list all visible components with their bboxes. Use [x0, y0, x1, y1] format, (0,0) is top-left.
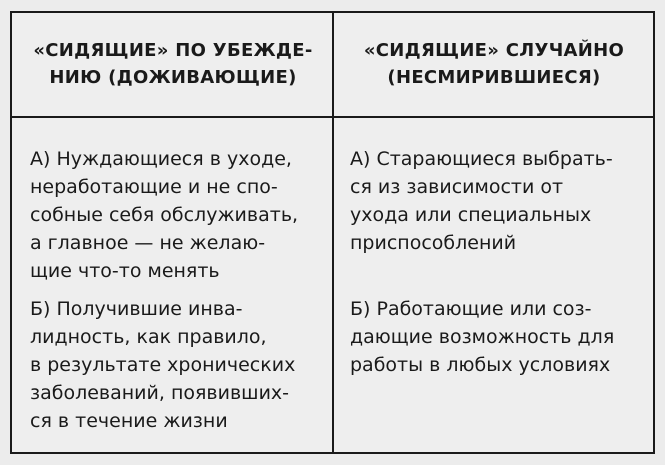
text-line: собные себя обслуживать,	[30, 204, 299, 226]
header-line: НИЮ (ДОЖИВАЮЩИЕ)	[49, 67, 297, 88]
text-line: лидность, как правило,	[30, 326, 267, 348]
text-line: работы в любых условиях	[350, 354, 611, 376]
text-line: ухода или специальных	[350, 204, 592, 226]
text-line: а главное — не желаю-	[30, 232, 266, 254]
header-line: (НЕСМИРИВШИЕСЯ)	[387, 67, 601, 88]
comparison-table	[10, 11, 655, 454]
text-line: приспособлений	[350, 232, 517, 254]
text-line: А) Старающиеся выбрать-	[350, 148, 613, 170]
text-line: Б) Получившие инва-	[30, 298, 243, 320]
right-column-header	[346, 37, 642, 91]
header-line: «СИДЯЩИЕ» СЛУЧАЙНО	[363, 40, 625, 61]
text-line: щие что-то менять	[30, 260, 220, 282]
left-item-a	[30, 145, 298, 285]
text-line: А) Нуждающиеся в уходе,	[30, 148, 292, 170]
right-item-b	[350, 295, 614, 379]
text-line: заболеваний, появивших-	[30, 382, 290, 404]
header-divider	[12, 116, 653, 118]
left-column-header	[28, 37, 318, 91]
right-item-a	[350, 145, 613, 257]
left-item-b	[30, 295, 295, 435]
text-line: Б) Работающие или соз-	[350, 298, 592, 320]
text-line: ся из зависимости от	[350, 176, 564, 198]
text-line: ся в течение жизни	[30, 410, 228, 432]
text-line: в результате хронических	[30, 354, 296, 376]
text-line: неработающие и не спо-	[30, 176, 278, 198]
header-line: «СИДЯЩИЕ» ПО УБЕЖДЕ-	[33, 40, 313, 61]
column-divider	[332, 13, 334, 452]
text-line: дающие возможность для	[350, 326, 615, 348]
